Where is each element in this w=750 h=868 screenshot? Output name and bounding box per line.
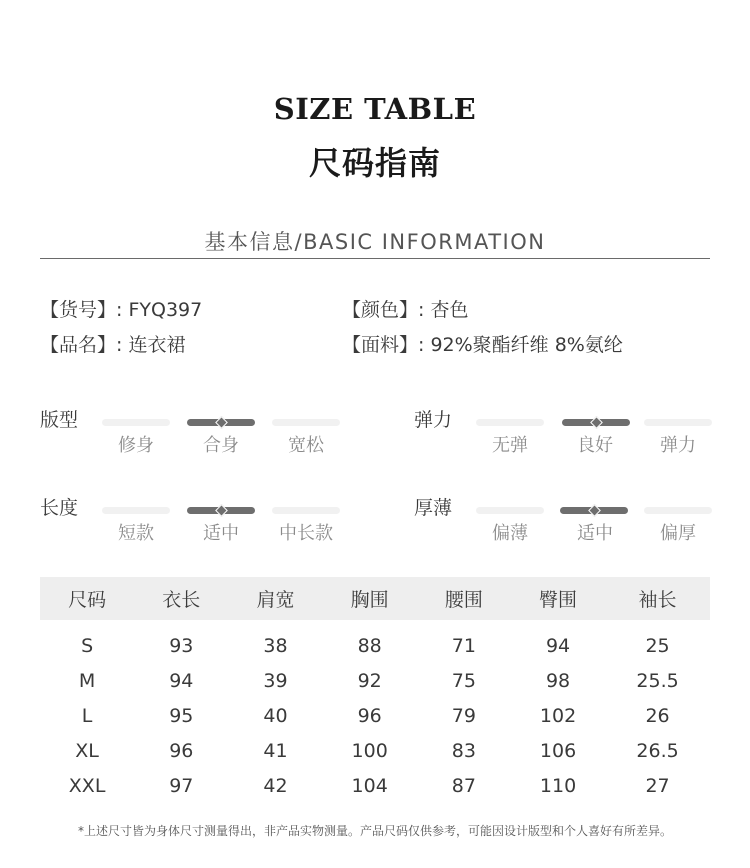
table-cell: L [81, 704, 93, 727]
attr-thickness [414, 493, 734, 553]
table-header-cell: 腰围 [444, 589, 483, 611]
fabric-label: 【面料】: [342, 334, 431, 356]
attr-thickness-bar-2 [644, 507, 712, 514]
table-header-cell: 尺码 [68, 589, 107, 611]
table-cell: 94 [169, 669, 194, 692]
table-cell: XXL [68, 774, 106, 797]
selected-marker-icon [588, 504, 601, 517]
attr-fit-bar-0 [102, 419, 170, 426]
table-cell: 98 [545, 669, 571, 692]
table-row [40, 663, 710, 698]
table-cell: 26.5 [636, 739, 679, 762]
item-number-row [40, 295, 202, 322]
product-name-value: 连衣裙 [128, 334, 186, 356]
page-title-en: SIZE TABLE [273, 92, 477, 126]
fabric-value: 92%聚酯纤维 8%氨纶 [430, 334, 623, 356]
attr-length-bar-1 [187, 507, 255, 514]
product-name-label: 【品名】: [40, 334, 129, 356]
table-cell: 93 [169, 634, 194, 657]
table-cell: 25.5 [636, 669, 679, 692]
table-cell: 96 [169, 739, 194, 762]
section-divider [40, 258, 710, 259]
attr-length-bar-0 [102, 507, 170, 514]
disclaimer-footnote: *上述尺寸皆为身体尺寸测量得出，非产品实物测量。产品尺码仅供参考，可能因设计版型和个人喜好有所差异。 [77, 824, 672, 838]
attr-elasticity-bar-2 [644, 419, 712, 426]
table-header-cell: 衣长 [162, 589, 201, 611]
color-row [342, 295, 468, 322]
table-cell: 38 [263, 634, 288, 657]
attr-thickness-bar-1 [560, 507, 628, 514]
attr-thickness-bar-0 [476, 507, 544, 514]
item-number-value: FYQ397 [128, 299, 203, 321]
size-table [40, 577, 710, 803]
attr-elasticity-option-0: 无弹 [492, 435, 528, 456]
table-row [40, 698, 710, 733]
attr-length-option-2: 中长款 [279, 523, 333, 544]
table-header-cell: 肩宽 [256, 589, 295, 611]
attr-fit-bar-1 [187, 419, 255, 426]
attr-fit-option-2: 宽松 [288, 435, 324, 456]
product-name-row [40, 330, 185, 357]
table-cell: 97 [169, 774, 194, 797]
attr-elasticity-option-1: 良好 [577, 435, 613, 456]
table-cell: 95 [169, 704, 194, 727]
fabric-row [342, 330, 623, 357]
attr-fit [40, 405, 360, 465]
table-cell: XL [75, 739, 99, 762]
table-cell: 106 [539, 739, 577, 762]
table-header-cell: 臀围 [539, 589, 578, 611]
attr-length [40, 493, 360, 553]
table-cell: 79 [451, 704, 476, 727]
color-label: 【颜色】: [342, 299, 431, 321]
table-header-row [40, 577, 710, 620]
table-cell: 83 [451, 739, 476, 762]
table-cell: 40 [263, 704, 288, 727]
selected-marker-icon [215, 504, 228, 517]
attr-elasticity-bar-0 [476, 419, 544, 426]
basic-info-heading: 基本信息/BASIC INFORMATION [204, 230, 546, 254]
attr-elasticity-label: 弹力 [414, 409, 453, 431]
selected-marker-icon [215, 416, 228, 429]
table-cell: 27 [645, 774, 670, 797]
attr-fit-label: 版型 [40, 409, 79, 431]
attr-length-option-1: 适中 [203, 523, 239, 544]
attr-thickness-option-0: 偏薄 [492, 523, 528, 544]
table-cell: 75 [451, 669, 476, 692]
table-cell: 88 [357, 634, 382, 657]
table-header-cell: 胸围 [350, 589, 389, 611]
color-value: 杏色 [430, 299, 469, 321]
selected-marker-icon [590, 416, 603, 429]
page-title-cn: 尺码指南 [308, 144, 441, 182]
attr-thickness-label: 厚薄 [414, 497, 453, 519]
attr-elasticity-option-2: 弹力 [660, 435, 696, 456]
attr-elasticity [414, 405, 734, 465]
attr-fit-bar-2 [272, 419, 340, 426]
table-cell: M [78, 669, 96, 692]
attr-fit-option-1: 合身 [203, 435, 239, 456]
attr-thickness-option-2: 偏厚 [660, 523, 696, 544]
table-cell: 94 [545, 634, 571, 657]
attr-length-label: 长度 [40, 497, 79, 519]
table-row [40, 733, 710, 768]
table-cell: 102 [539, 704, 577, 727]
table-cell: 71 [451, 634, 476, 657]
table-cell: 110 [539, 774, 577, 797]
attr-thickness-option-1: 适中 [577, 523, 613, 544]
table-header-cell: 袖长 [638, 589, 677, 611]
table-row [40, 768, 710, 803]
table-cell: 92 [357, 669, 382, 692]
table-cell: 104 [351, 774, 388, 797]
attr-fit-option-0: 修身 [118, 435, 154, 456]
item-number-label: 【货号】: [40, 299, 129, 321]
table-cell: S [81, 634, 94, 657]
table-cell: 25 [645, 634, 670, 657]
table-cell: 39 [263, 669, 288, 692]
table-cell: 100 [351, 739, 388, 762]
table-cell: 42 [263, 774, 288, 797]
attr-length-option-0: 短款 [118, 523, 154, 544]
table-row [40, 620, 710, 663]
table-cell: 87 [451, 774, 476, 797]
table-cell: 41 [263, 739, 288, 762]
attr-elasticity-bar-1 [562, 419, 630, 426]
table-cell: 96 [357, 704, 382, 727]
attr-length-bar-2 [272, 507, 340, 514]
table-cell: 26 [645, 704, 670, 727]
